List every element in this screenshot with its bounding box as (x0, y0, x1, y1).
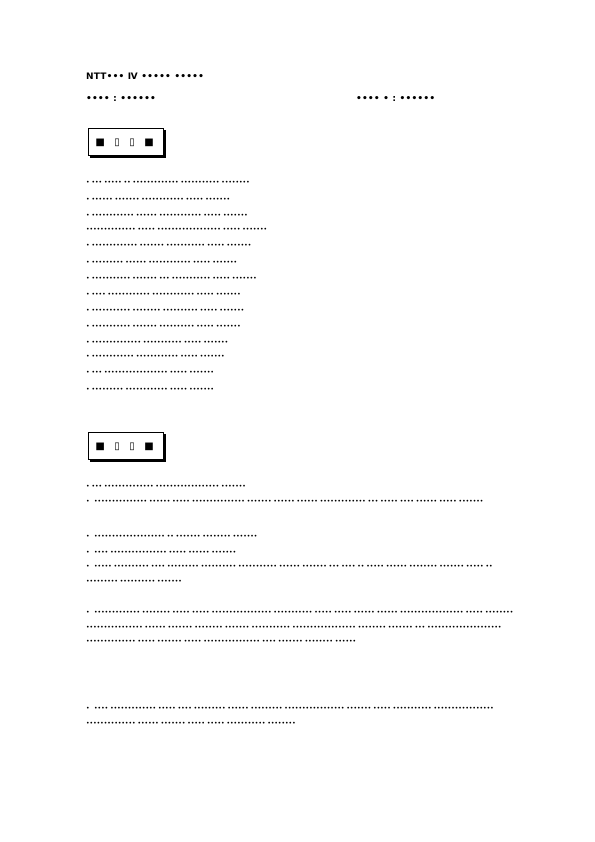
section1-item: • ••••••••• •••••• •••••••••••• ••••• ••••••• (86, 259, 238, 266)
section1-item: • ••••••••••• ••••••• ••• ••••••••••• ••••• ••••••• (86, 275, 257, 282)
section1-item: •••••••••••••• ••••• •••••••••••••••••• ••••• ••••••• (86, 226, 268, 233)
section1-item: • ••••••••• •••••••••••• ••••• ••••••• (86, 386, 214, 393)
section1-item: • •••••••••••• •••••• •••••••••••• ••••• ••••••• (86, 212, 248, 219)
document-title: NTT••• Ⅳ ••••• ••••• (86, 72, 205, 82)
section1-item: • •••• •••••••••••• •••••••••••• ••••• ••••••• (86, 291, 241, 298)
section2-paragraph: • ••••••••••••• •••••••• ••••• ••••• ••••••••••••••••• ••••••••••• ••••• ••••• •••••• •••••• •••••••••••••••••• ••••• •••••••• •••••••••••••••• •••••• ••••••• •••••••• ••••••• ••••••••••• •••••••••••••••••• •••••••• ••••••• ••• ••••••••••••••••••••• •••••••••••••• ••••• ••••••• ••••• •••••••••••••••• •••• ••••••• •••••••• •••••• (86, 606, 516, 650)
meta-left: •••• : •••••• (86, 94, 156, 104)
section1-item: • ••••••••••• ••••••• •••••••••• ••••• ••••••• (86, 323, 241, 330)
section1-item: • ••••••••••• •••••••• •••••••••• ••••• ••••••• (86, 307, 245, 314)
section2-paragraph: • •••• •••••••••••••••• ••••• •••••• ••••••• (86, 546, 516, 561)
section1-label-box: ■ ▯ ▯ ■ (88, 128, 164, 156)
bullet-icon: • (86, 609, 90, 616)
section2-paragraph: • •••••••••••••••••••• •• ••••••• •••••••• ••••••• (86, 530, 516, 545)
section2-label-box: ■ ▯ ▯ ■ (88, 432, 164, 460)
section2-paragraph: • ••••• •••••••••• •••• ••••••••• •••••••••• ••••••••••• •••••• ••••••• ••• •••• •• ••••• •••••• •••••••• ••••••• ••••• •• ••••••••• •••••••••• ••••••• (86, 560, 516, 589)
section1-item: • ••• •••••••••••••••••• ••••• ••••••• (86, 369, 214, 376)
bullet-icon: • (86, 533, 90, 540)
section1-heading: • ••• ••••• •• ••••••••••••• ••••••••••• •••••••• (86, 179, 250, 186)
section1-item: • •••••• ••••••• •••••••••••• ••••• ••••••• (86, 196, 231, 203)
bullet-icon: • (86, 705, 90, 712)
section1-item: • •••••••••••••• ••••••••••• ••••• ••••••• (86, 339, 229, 346)
bullet-icon: • (86, 549, 90, 556)
bullet-icon: • (86, 498, 90, 505)
section2-paragraph: • •••• ••••••••••••• ••••• •••• ••••••••• •••••• ••••••••• ••••••••••••••••• ••••••• ••••• ••••••••••• ••••••••••••••••• •••••••••••••• •••••• ••••••• ••••• ••••• ••••••••••• •••••••• (86, 702, 516, 731)
section2-paragraph: • ••••••••••••••• •••••• ••••• ••••••••••••••• ••••••• •••••• •••••• ••••••••••••• ••• ••••• •••• •••••• ••••• ••••••• (86, 495, 516, 510)
section2-heading: • ••• •••••••••••••• •••••••••••••••••• ••••••• (86, 483, 246, 490)
section1-item: • •••••••••••• •••••••••••• ••••• ••••••• (86, 353, 225, 360)
meta-right: •••• • : •••••• (356, 94, 436, 104)
section1-item: • ••••••••••••• ••••••• ••••••••••• ••••• ••••••• (86, 242, 252, 249)
bullet-icon: • (86, 563, 90, 570)
